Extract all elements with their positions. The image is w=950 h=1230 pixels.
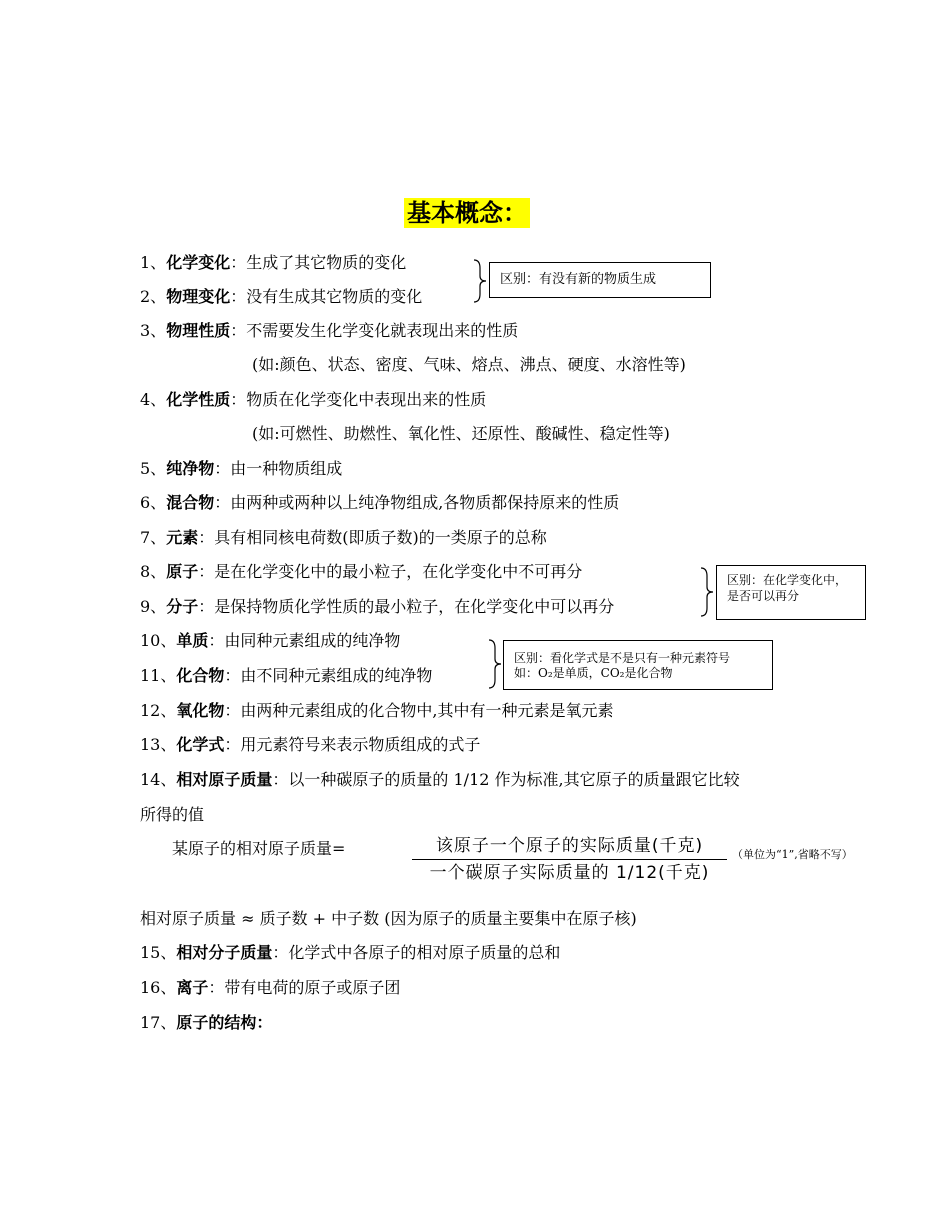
- item-term: 单质: [176, 631, 209, 650]
- item-term: 原子的结构: [176, 1013, 257, 1032]
- item-sep: ：: [272, 943, 289, 962]
- physical-examples: (如:颜色、状态、密度、气味、熔点、沸点、硬度、水溶性等): [252, 355, 686, 374]
- item-term: 纯净物: [166, 459, 215, 478]
- formula-fraction: [412, 834, 727, 885]
- item-term: 离子: [176, 978, 209, 997]
- note-line: 区别：在化学变化中，: [727, 573, 848, 587]
- item-term: 相对原子质量: [176, 770, 273, 789]
- item-definition: 化学式中各原子的相对原子质量的总和: [288, 943, 561, 962]
- item-number: 11、: [140, 666, 177, 685]
- approx-line: 相对原子质量 ≈ 质子数 + 中子数 (因为原子的质量主要集中在原子核): [140, 909, 637, 928]
- item-definition: 是保持物质化学性质的最小粒子，在化学变化中可以再分: [214, 597, 615, 616]
- item-term: 化学性质: [166, 390, 231, 409]
- item-sep: ：: [214, 459, 231, 478]
- formula-numerator: 该原子一个原子的实际质量(千克): [435, 836, 704, 856]
- item-term: 氧化物: [176, 701, 225, 720]
- item-definition: 物质在化学变化中表现出来的性质: [246, 390, 487, 409]
- item-term: 分子: [166, 597, 199, 616]
- page-title: 基本概念：: [404, 198, 530, 228]
- item-term: 化学式: [176, 735, 225, 754]
- brace-icon: [699, 566, 715, 618]
- change-note: 区别：有没有新的物质生成: [500, 272, 657, 287]
- item-definition: 由两种元素组成的化合物中,其中有一种元素是氧元素: [240, 701, 614, 720]
- list-item: [140, 940, 560, 966]
- note-line: 如：O₂是单质，CO₂是化合物: [514, 666, 673, 680]
- item-definition: 不需要发生化学变化就表现出来的性质: [246, 321, 519, 340]
- atom-molecule-note-box: [716, 565, 866, 620]
- note-line: 区别：看化学式是不是只有一种元素符号: [514, 651, 731, 665]
- item-sep: ：: [272, 770, 289, 789]
- item-sep: ：: [230, 390, 247, 409]
- formula-label: 某原子的相对原子质量=: [172, 839, 346, 858]
- item-term: 相对分子质量: [176, 943, 273, 962]
- item-sep: ：: [214, 493, 231, 512]
- item-sep: ：: [230, 253, 247, 272]
- item-sep: ：: [256, 1013, 273, 1032]
- item-definition: 是在化学变化中的最小粒子，在化学变化中不可再分: [214, 562, 583, 581]
- list-item: [140, 318, 518, 344]
- item-number: 15、: [140, 943, 177, 962]
- item-number: 4、: [140, 390, 167, 409]
- item-definition: 由一种物质组成: [230, 459, 343, 478]
- item-definition: 用元素符号来表示物质组成的式子: [240, 735, 481, 754]
- list-item: [140, 250, 406, 276]
- brace-icon: [472, 258, 488, 304]
- item-definition: 具有相同核电荷数(即质子数)的一类原子的总称: [214, 528, 547, 547]
- item-number: 5、: [140, 459, 167, 478]
- brace-icon: [487, 638, 503, 690]
- item-sep: ：: [198, 597, 215, 616]
- fraction-bar: [412, 859, 727, 860]
- item-number: 1、: [140, 253, 167, 272]
- item-continuation: 所得的值: [140, 805, 205, 824]
- item-number: 12、: [140, 701, 177, 720]
- list-item: [140, 525, 547, 551]
- item-sep: ：: [230, 287, 247, 306]
- item-sep: ：: [224, 666, 241, 685]
- item-sep: ：: [208, 978, 225, 997]
- item-number: 17、: [140, 1013, 177, 1032]
- item-sep: ：: [198, 528, 215, 547]
- list-item: [140, 490, 619, 516]
- item-number: 9、: [140, 597, 167, 616]
- item-sep: ：: [224, 701, 241, 720]
- chemical-examples: (如:可燃性、助燃性、氧化性、还原性、酸碱性、稳定性等): [252, 424, 670, 443]
- note-line: 是否可以再分: [727, 589, 800, 603]
- item-number: 3、: [140, 321, 167, 340]
- list-item: [140, 767, 740, 793]
- item-term: 物理性质: [166, 321, 231, 340]
- item-number: 8、: [140, 562, 167, 581]
- element-note-box: [503, 640, 773, 690]
- change-note-box: [489, 262, 711, 298]
- item-definition: 带有电荷的原子或原子团: [224, 978, 401, 997]
- list-item: [140, 456, 342, 482]
- item-term: 化学变化: [166, 253, 231, 272]
- list-item: [140, 628, 400, 654]
- item-term: 元素: [166, 528, 199, 547]
- item-number: 2、: [140, 287, 167, 306]
- item-number: 7、: [140, 528, 167, 547]
- item-number: 13、: [140, 735, 177, 754]
- item-definition: 没有生成其它物质的变化: [246, 287, 423, 306]
- list-item: [140, 559, 582, 585]
- item-number: 6、: [140, 493, 167, 512]
- list-item: [140, 284, 422, 310]
- item-term: 物理变化: [166, 287, 231, 306]
- formula-denominator: 一个碳原子实际质量的 1/12(千克): [429, 863, 710, 883]
- item-term: 混合物: [166, 493, 215, 512]
- item-term: 原子: [166, 562, 199, 581]
- list-item: [140, 732, 480, 758]
- item-sep: ：: [208, 631, 225, 650]
- item-sep: ：: [230, 321, 247, 340]
- item-sep: ：: [198, 562, 215, 581]
- item-number: 14、: [140, 770, 177, 789]
- item-number: 16、: [140, 978, 177, 997]
- item-definition: 由不同种元素组成的纯净物: [240, 666, 433, 685]
- list-item: [140, 594, 614, 620]
- item-definition: 生成了其它物质的变化: [246, 253, 407, 272]
- list-item: [140, 698, 614, 724]
- formula-unit-note: （单位为“1”,省略不写）: [732, 848, 853, 861]
- list-item: [140, 387, 486, 413]
- item-definition: 由两种或两种以上纯净物组成,各物质都保持原来的性质: [230, 493, 620, 512]
- item-definition: 以一种碳原子的质量的 1/12 作为标准,其它原子的质量跟它比较: [288, 770, 740, 789]
- item-term: 化合物: [176, 666, 225, 685]
- item-sep: ：: [224, 735, 241, 754]
- list-item: [140, 975, 400, 1001]
- list-item: [140, 663, 432, 689]
- item-number: 10、: [140, 631, 177, 650]
- item-definition: 由同种元素组成的纯净物: [224, 631, 401, 650]
- list-item: [140, 1010, 272, 1036]
